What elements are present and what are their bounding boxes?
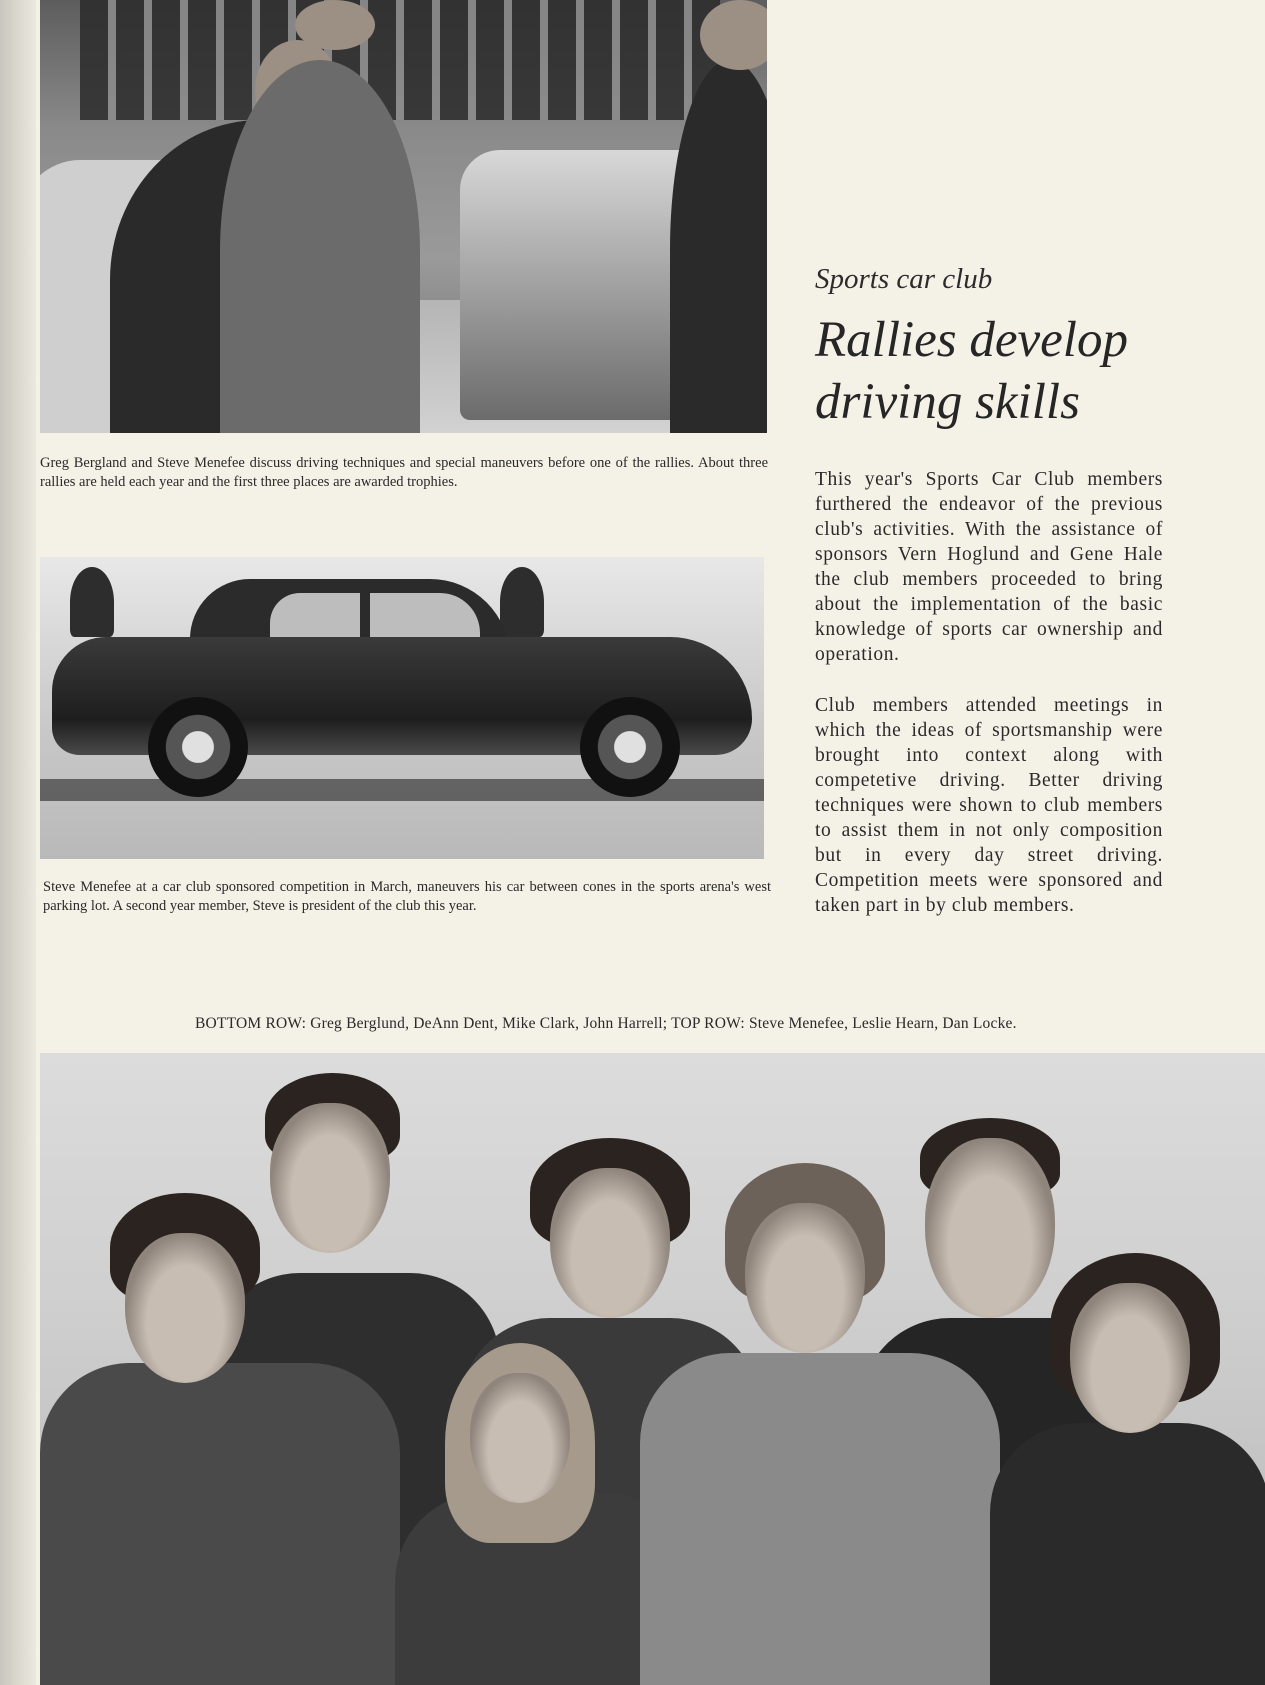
body-paragraph: Club members attended meetings in which the ideas of sportsmanship were brought into context along with competetive driving. Better driving techniques were shown to club members to assist them in not only composition but in every day street driving. Competition meets were sponsored and taken part in by club members. bbox=[815, 695, 1163, 916]
tree-left bbox=[70, 567, 114, 637]
headline: Rallies develop driving skills bbox=[815, 312, 1128, 430]
section-label: Sports car club bbox=[815, 263, 993, 295]
rally-discussion-photo bbox=[40, 0, 767, 433]
group-photo bbox=[40, 1053, 1265, 1685]
rear-wheel bbox=[580, 697, 680, 797]
group-member bbox=[990, 1253, 1265, 1685]
mustang-photo-caption: Steve Menefee at a car club sponsored competition in March, maneuvers his car between cones in the sports arena's west parking lot. A second year member, Steve is president of the club this year. bbox=[43, 879, 771, 914]
person-middle-head bbox=[295, 0, 375, 50]
front-wheel bbox=[148, 697, 248, 797]
tree-right bbox=[500, 567, 544, 637]
rally-photo-caption: Greg Bergland and Steve Menefee discuss driving techniques and special maneuvers before one of the rallies. About three rallies are held each year and the first three places are awarded trophies. bbox=[40, 455, 768, 490]
person-middle bbox=[220, 60, 420, 433]
mustang-photo bbox=[40, 557, 764, 859]
body-paragraph: This year's Sports Car Club members furthered the endeavor of the previous club's activities. With the assistance of sponsors Vern Hoglund and Gene Hale the club members proceeded to bring about the implementation of the basic knowledge of sports car ownership and operation. bbox=[815, 469, 1163, 665]
building-background bbox=[80, 0, 720, 120]
group-member bbox=[640, 1163, 1000, 1685]
page-gutter bbox=[0, 0, 36, 1685]
group-photo-caption: BOTTOM ROW: Greg Berglund, DeAnn Dent, Mike Clark, John Harrell; TOP ROW: Steve Menefee, Leslie Hearn, Dan Locke. bbox=[195, 1015, 1017, 1032]
group-member bbox=[40, 1193, 400, 1685]
